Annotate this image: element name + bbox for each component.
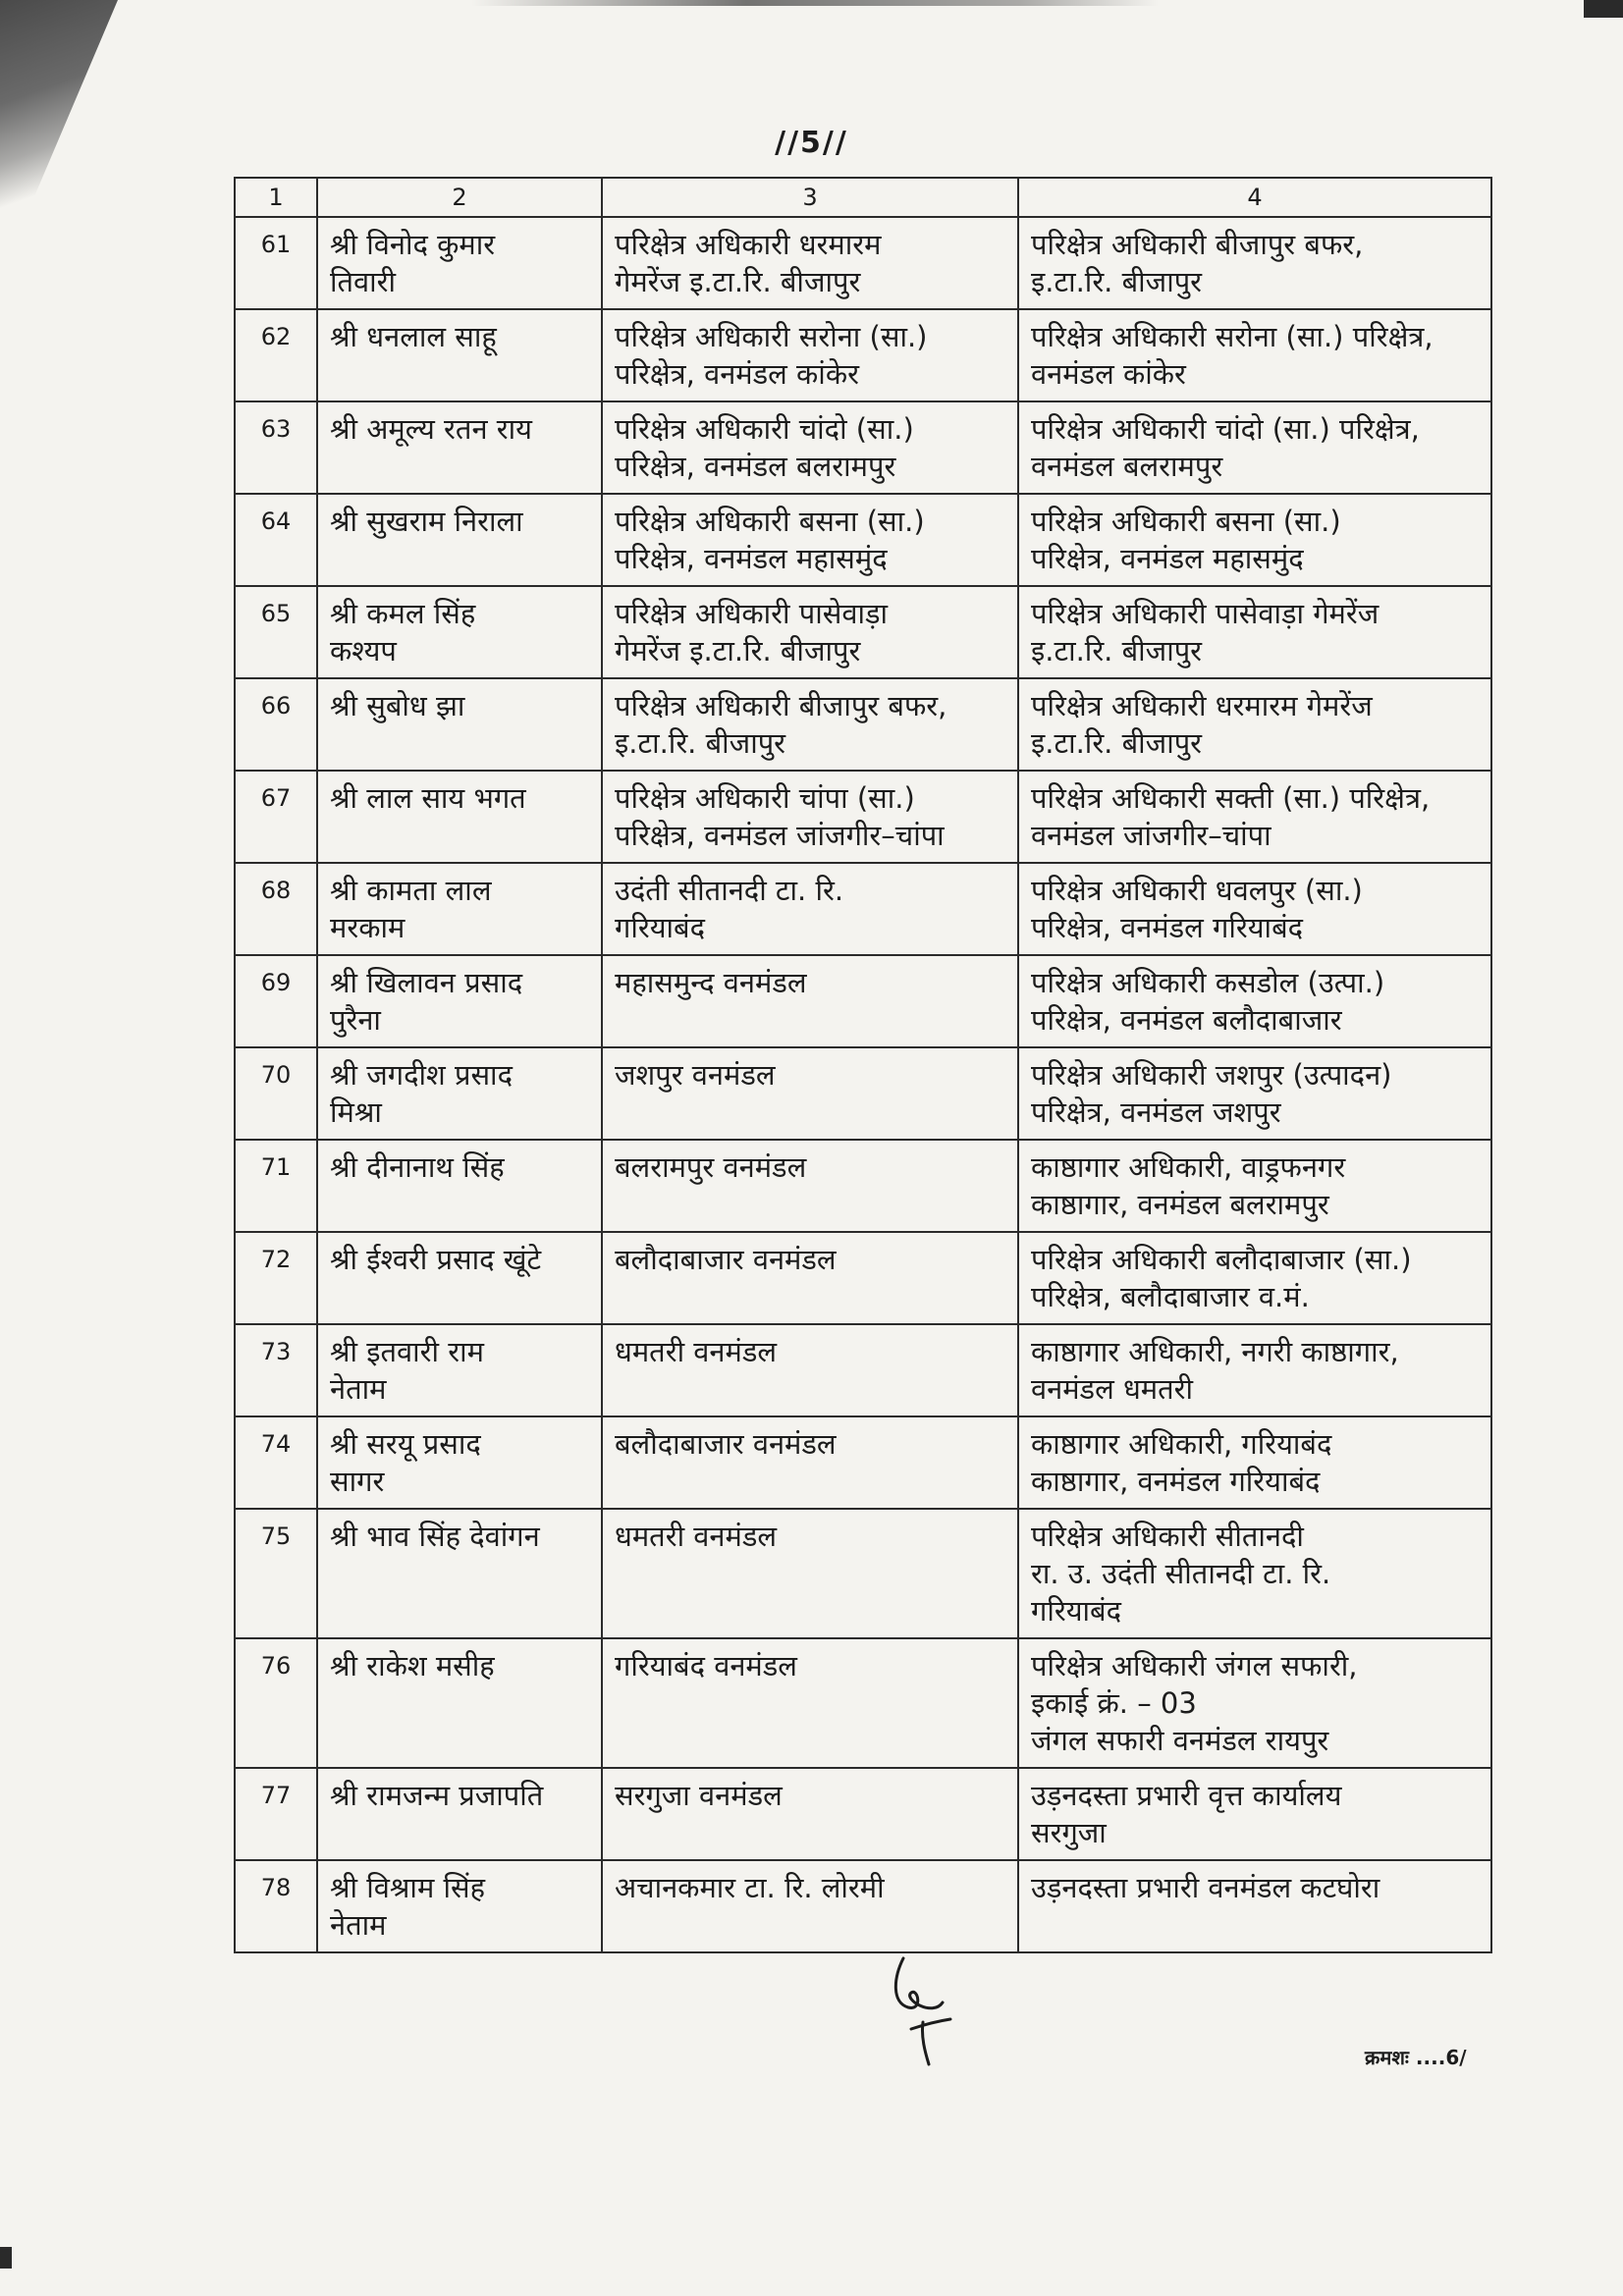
current-posting-cell bbox=[602, 1416, 1018, 1509]
new-posting-cell bbox=[1018, 309, 1491, 401]
cell-line: परिक्षेत्र अधिकारी पासेवाड़ा bbox=[615, 597, 888, 630]
cell-line: सरगुजा वनमंडल bbox=[615, 1779, 783, 1812]
officer-name-cell bbox=[317, 678, 602, 771]
new-posting-cell bbox=[1018, 1232, 1491, 1324]
cell-line: इ.टा.रि. बीजापुर bbox=[615, 726, 786, 760]
cell-line: काष्ठागार अधिकारी, गरियाबंद bbox=[1031, 1427, 1332, 1461]
new-posting-cell bbox=[1018, 1047, 1491, 1140]
cell-line: धमतरी वनमंडल bbox=[615, 1335, 778, 1368]
cell-line: श्री कामता लाल bbox=[330, 874, 492, 907]
serial-number-cell: 75 bbox=[235, 1509, 317, 1638]
table-row bbox=[235, 1860, 1491, 1952]
new-posting-cell bbox=[1018, 1860, 1491, 1952]
current-posting-cell bbox=[602, 1638, 1018, 1768]
new-posting-cell bbox=[1018, 1768, 1491, 1860]
scan-top-edge bbox=[471, 0, 1159, 6]
serial-number-cell: 66 bbox=[235, 678, 317, 771]
cell-line: काष्ठागार अधिकारी, नगरी काष्ठागार, bbox=[1031, 1335, 1399, 1368]
current-posting-cell bbox=[602, 586, 1018, 678]
cell-line: धमतरी वनमंडल bbox=[615, 1520, 778, 1553]
cell-line: श्री जगदीश प्रसाद bbox=[330, 1058, 513, 1092]
cell-line: परिक्षेत्र अधिकारी सीतानदी bbox=[1031, 1520, 1304, 1553]
cell-line: वनमंडल कांकेर bbox=[1031, 357, 1186, 391]
column-header: 4 bbox=[1018, 178, 1491, 217]
serial-number-cell: 63 bbox=[235, 401, 317, 494]
serial-number-cell: 69 bbox=[235, 955, 317, 1047]
cell-line: श्री इतवारी राम bbox=[330, 1335, 484, 1368]
table-body bbox=[235, 217, 1491, 1952]
new-posting-cell bbox=[1018, 863, 1491, 955]
cell-line: अचानकमार टा. रि. लोरमी bbox=[615, 1871, 885, 1904]
officer-name-cell bbox=[317, 586, 602, 678]
table-row bbox=[235, 678, 1491, 771]
new-posting-cell bbox=[1018, 955, 1491, 1047]
cell-line: बलरामपुर वनमंडल bbox=[615, 1150, 807, 1184]
serial-number-cell: 73 bbox=[235, 1324, 317, 1416]
officer-name-cell bbox=[317, 863, 602, 955]
current-posting-cell bbox=[602, 1232, 1018, 1324]
cell-line: परिक्षेत्र अधिकारी जंगल सफारी, bbox=[1031, 1649, 1358, 1682]
cell-line: गरियाबंद वनमंडल bbox=[615, 1649, 797, 1682]
serial-number-cell: 67 bbox=[235, 771, 317, 863]
cell-line: परिक्षेत्र अधिकारी बलौदाबाजार (सा.) bbox=[1031, 1243, 1412, 1276]
cell-line: श्री भाव सिंह देवांगन bbox=[330, 1520, 540, 1553]
current-posting-cell bbox=[602, 309, 1018, 401]
officer-name-cell bbox=[317, 1860, 602, 1952]
cell-line: नेताम bbox=[330, 1372, 387, 1406]
table-row bbox=[235, 771, 1491, 863]
column-header: 3 bbox=[602, 178, 1018, 217]
cell-line: गरियाबंद bbox=[615, 911, 705, 944]
cell-line: श्री धनलाल साहू bbox=[330, 320, 497, 353]
cell-line: श्री विनोद कुमार bbox=[330, 228, 496, 261]
officer-name-cell bbox=[317, 401, 602, 494]
officer-name-cell bbox=[317, 1768, 602, 1860]
cell-line: परिक्षेत्र अधिकारी सरोना (सा.) परिक्षेत्र, bbox=[1031, 320, 1434, 353]
cell-line: श्री अमूल्य रतन राय bbox=[330, 412, 532, 446]
cell-line: परिक्षेत्र अधिकारी सरोना (सा.) bbox=[615, 320, 928, 353]
cell-line: सरगुजा bbox=[1031, 1816, 1107, 1849]
table-row bbox=[235, 494, 1491, 586]
table-row bbox=[235, 586, 1491, 678]
table-row bbox=[235, 955, 1491, 1047]
serial-number-cell: 61 bbox=[235, 217, 317, 309]
table-row bbox=[235, 401, 1491, 494]
cell-line: परिक्षेत्र अधिकारी बसना (सा.) bbox=[615, 505, 925, 538]
cell-line: नेताम bbox=[330, 1908, 387, 1942]
cell-line: काष्ठागार, वनमंडल बलरामपुर bbox=[1031, 1188, 1329, 1221]
current-posting-cell bbox=[602, 771, 1018, 863]
cell-line: परिक्षेत्र अधिकारी धरमारम bbox=[615, 228, 882, 261]
officer-name-cell bbox=[317, 955, 602, 1047]
scan-mark bbox=[0, 2247, 12, 2269]
new-posting-cell bbox=[1018, 494, 1491, 586]
table-row bbox=[235, 863, 1491, 955]
cell-line: रा. उ. उदंती सीतानदी टा. रि. bbox=[1031, 1557, 1331, 1590]
serial-number-cell: 77 bbox=[235, 1768, 317, 1860]
cell-line: उड़नदस्ता प्रभारी वृत्त कार्यालय bbox=[1031, 1779, 1342, 1812]
officer-name-cell bbox=[317, 1232, 602, 1324]
cell-line: परिक्षेत्र, वनमंडल जशपुर bbox=[1031, 1095, 1281, 1129]
officer-name-cell bbox=[317, 1324, 602, 1416]
cell-line: श्री राकेश मसीह bbox=[330, 1649, 495, 1682]
cell-line: परिक्षेत्र अधिकारी चांदो (सा.) परिक्षेत्र, bbox=[1031, 412, 1420, 446]
serial-number-cell: 64 bbox=[235, 494, 317, 586]
table-row bbox=[235, 1232, 1491, 1324]
current-posting-cell bbox=[602, 1509, 1018, 1638]
table-row bbox=[235, 1324, 1491, 1416]
cell-line: श्री विश्राम सिंह bbox=[330, 1871, 486, 1904]
cell-line: इकाई क्रं. – 03 bbox=[1031, 1686, 1197, 1720]
cell-line: परिक्षेत्र, वनमंडल गरियाबंद bbox=[1031, 911, 1304, 944]
officer-name-cell bbox=[317, 1509, 602, 1638]
officer-name-cell bbox=[317, 494, 602, 586]
cell-line: परिक्षेत्र अधिकारी जशपुर (उत्पादन) bbox=[1031, 1058, 1392, 1092]
cell-line: परिक्षेत्र अधिकारी धवलपुर (सा.) bbox=[1031, 874, 1363, 907]
current-posting-cell bbox=[602, 955, 1018, 1047]
serial-number-cell: 70 bbox=[235, 1047, 317, 1140]
cell-line: परिक्षेत्र अधिकारी चांदो (सा.) bbox=[615, 412, 914, 446]
current-posting-cell bbox=[602, 1140, 1018, 1232]
new-posting-cell bbox=[1018, 771, 1491, 863]
new-posting-cell bbox=[1018, 217, 1491, 309]
column-header: 2 bbox=[317, 178, 602, 217]
cell-line: गेमरेंज इ.टा.रि. बीजापुर bbox=[615, 634, 861, 667]
officer-name-cell bbox=[317, 1416, 602, 1509]
new-posting-cell bbox=[1018, 1638, 1491, 1768]
table-row bbox=[235, 1768, 1491, 1860]
cell-line: परिक्षेत्र, बलौदाबाजार व.मं. bbox=[1031, 1280, 1310, 1313]
current-posting-cell bbox=[602, 1047, 1018, 1140]
cell-line: श्री दीनानाथ सिंह bbox=[330, 1150, 505, 1184]
cell-line: काष्ठागार, वनमंडल गरियाबंद bbox=[1031, 1465, 1321, 1498]
serial-number-cell: 78 bbox=[235, 1860, 317, 1952]
cell-line: परिक्षेत्र अधिकारी सक्ती (सा.) परिक्षेत्र, bbox=[1031, 781, 1431, 815]
new-posting-cell bbox=[1018, 1416, 1491, 1509]
cell-line: परिक्षेत्र अधिकारी बीजापुर बफर, bbox=[1031, 228, 1364, 261]
new-posting-cell bbox=[1018, 586, 1491, 678]
table-row bbox=[235, 1509, 1491, 1638]
cell-line: मिश्रा bbox=[330, 1095, 382, 1129]
table-row bbox=[235, 1638, 1491, 1768]
table-header-row bbox=[235, 178, 1491, 217]
cell-line: उदंती सीतानदी टा. रि. bbox=[615, 874, 844, 907]
serial-number-cell: 68 bbox=[235, 863, 317, 955]
page-number-marker: //5// bbox=[775, 126, 848, 160]
cell-line: जशपुर वनमंडल bbox=[615, 1058, 776, 1092]
serial-number-cell: 65 bbox=[235, 586, 317, 678]
cell-line: श्री सुखराम निराला bbox=[330, 505, 523, 538]
table-row bbox=[235, 1416, 1491, 1509]
officer-name-cell bbox=[317, 771, 602, 863]
cell-line: गरियाबंद bbox=[1031, 1594, 1121, 1628]
serial-number-cell: 62 bbox=[235, 309, 317, 401]
cell-line: इ.टा.रि. बीजापुर bbox=[1031, 726, 1203, 760]
new-posting-cell bbox=[1018, 1140, 1491, 1232]
cell-line: तिवारी bbox=[330, 265, 397, 298]
cell-line: परिक्षेत्र, वनमंडल जांजगीर–चांपा bbox=[615, 819, 945, 852]
column-header: 1 bbox=[235, 178, 317, 217]
cell-line: श्री लाल साय भगत bbox=[330, 781, 526, 815]
current-posting-cell bbox=[602, 494, 1018, 586]
serial-number-cell: 74 bbox=[235, 1416, 317, 1509]
cell-line: परिक्षेत्र अधिकारी पासेवाड़ा गेमरेंज bbox=[1031, 597, 1380, 630]
current-posting-cell bbox=[602, 1324, 1018, 1416]
table-row bbox=[235, 1047, 1491, 1140]
current-posting-cell bbox=[602, 1860, 1018, 1952]
current-posting-cell bbox=[602, 863, 1018, 955]
cell-line: उड़नदस्ता प्रभारी वनमंडल कटघोरा bbox=[1031, 1871, 1380, 1904]
cell-line: परिक्षेत्र, वनमंडल महासमुंद bbox=[1031, 542, 1304, 575]
cell-line: वनमंडल बलरामपुर bbox=[1031, 450, 1223, 483]
cell-line: परिक्षेत्र अधिकारी बीजापुर बफर, bbox=[615, 689, 947, 722]
new-posting-cell bbox=[1018, 1509, 1491, 1638]
cell-line: श्री खिलावन प्रसाद bbox=[330, 966, 523, 999]
serial-number-cell: 72 bbox=[235, 1232, 317, 1324]
cell-line: बलौदाबाजार वनमंडल bbox=[615, 1243, 837, 1276]
officer-name-cell bbox=[317, 217, 602, 309]
cell-line: पुरैना bbox=[330, 1003, 381, 1037]
new-posting-cell bbox=[1018, 678, 1491, 771]
cell-line: श्री सरयू प्रसाद bbox=[330, 1427, 481, 1461]
new-posting-cell bbox=[1018, 401, 1491, 494]
cell-line: श्री रामजन्म प्रजापति bbox=[330, 1779, 544, 1812]
cell-line: इ.टा.रि. बीजापुर bbox=[1031, 634, 1203, 667]
cell-line: मरकाम bbox=[330, 911, 406, 944]
cell-line: इ.टा.रि. बीजापुर bbox=[1031, 265, 1203, 298]
serial-number-cell: 76 bbox=[235, 1638, 317, 1768]
officer-name-cell bbox=[317, 309, 602, 401]
serial-number-cell: 71 bbox=[235, 1140, 317, 1232]
current-posting-cell bbox=[602, 678, 1018, 771]
current-posting-cell bbox=[602, 217, 1018, 309]
transfer-table bbox=[234, 177, 1492, 1953]
cell-line: काष्ठागार अधिकारी, वाड्रफनगर bbox=[1031, 1150, 1346, 1184]
cell-line: वनमंडल जांजगीर–चांपा bbox=[1031, 819, 1271, 852]
cell-line: परिक्षेत्र अधिकारी कसडोल (उत्पा.) bbox=[1031, 966, 1385, 999]
continued-note: क्रमशः ....6/ bbox=[1365, 2046, 1467, 2069]
cell-line: वनमंडल धमतरी bbox=[1031, 1372, 1194, 1406]
cell-line: श्री कमल सिंह bbox=[330, 597, 476, 630]
scan-mark bbox=[1584, 0, 1623, 18]
cell-line: सागर bbox=[330, 1465, 385, 1498]
cell-line: परिक्षेत्र अधिकारी चांपा (सा.) bbox=[615, 781, 915, 815]
cell-line: गेमरेंज इ.टा.रि. बीजापुर bbox=[615, 265, 861, 298]
cell-line: परिक्षेत्र, वनमंडल कांकेर bbox=[615, 357, 859, 391]
cell-line: परिक्षेत्र अधिकारी धरमारम गेमरेंज bbox=[1031, 689, 1373, 722]
table-row bbox=[235, 1140, 1491, 1232]
cell-line: महासमुन्द वनमंडल bbox=[615, 966, 807, 999]
cell-line: श्री सुबोध झा bbox=[330, 689, 465, 722]
cell-line: परिक्षेत्र अधिकारी बसना (सा.) bbox=[1031, 505, 1341, 538]
cell-line: परिक्षेत्र, वनमंडल बलरामपुर bbox=[615, 450, 896, 483]
table-row bbox=[235, 309, 1491, 401]
signature-mark bbox=[864, 1949, 982, 2066]
cell-line: कश्यप bbox=[330, 634, 397, 667]
cell-line: बलौदाबाजार वनमंडल bbox=[615, 1427, 837, 1461]
officer-name-cell bbox=[317, 1140, 602, 1232]
current-posting-cell bbox=[602, 1768, 1018, 1860]
cell-line: जंगल सफारी वनमंडल रायपुर bbox=[1031, 1724, 1329, 1757]
cell-line: परिक्षेत्र, वनमंडल बलौदाबाजार bbox=[1031, 1003, 1342, 1037]
officer-name-cell bbox=[317, 1047, 602, 1140]
current-posting-cell bbox=[602, 401, 1018, 494]
cell-line: परिक्षेत्र, वनमंडल महासमुंद bbox=[615, 542, 888, 575]
table-row bbox=[235, 217, 1491, 309]
officer-name-cell bbox=[317, 1638, 602, 1768]
cell-line: श्री ईश्वरी प्रसाद खूंटे bbox=[330, 1243, 542, 1276]
new-posting-cell bbox=[1018, 1324, 1491, 1416]
